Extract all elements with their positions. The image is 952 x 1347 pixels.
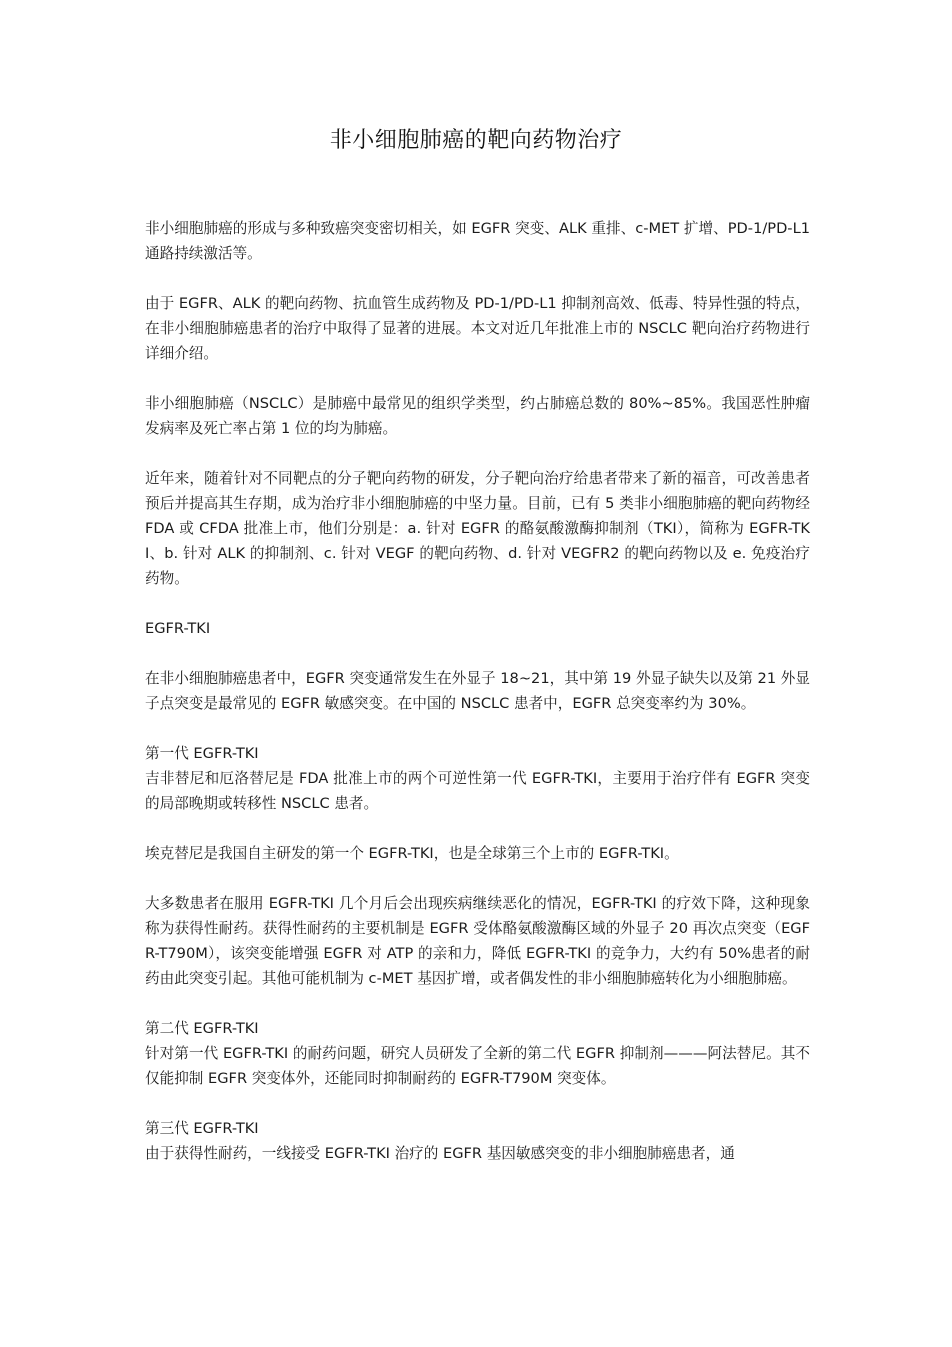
paragraph-recent-advances: 近年来，随着针对不同靶点的分子靶向药物的研发，分子靶向治疗给患者带来了新的福音，可改善患者预后并提高其生存期，成为治疗非小细胞肺癌的中坚力量。目前，已有 5 类非小细胞肺癌的靶向药物经 FDA 或 CFDA 批准上市，他们分别是：a. 针对 EGFR 的酪氨酸激酶抑制剂（TKI），简称为 EGFR-TKI、b. 针对 ALK 的抑制剂、c. 针对 VEGF 的靶向药物、d. 针对 VEGFR2 的靶向药物以及 e. 免疫治疗药物。	[145, 470, 810, 587]
paragraph-targeted-drugs-overview: 由于 EGFR、ALK 的靶向药物、抗血管生成药物及 PD-1/PD-L1 抑制剂高效、低毒、特异性强的特点，在非小细胞肺癌患者的治疗中取得了显著的进展。本文对近几年批准上市的 NSCLC 靶向治疗药物进行详细介绍。	[145, 295, 810, 362]
paragraph-nsclc-definition: 非小细胞肺癌（NSCLC）是肺癌中最常见的组织学类型，约占肺癌总数的 80%~85%。我国恶性肿瘤发病率及死亡率占第 1 位的均为肺癌。	[145, 395, 810, 437]
document-title: 非小细胞肺癌的靶向药物治疗	[329, 128, 623, 153]
section-heading-egfr-tki: EGFR-TKI	[145, 620, 211, 637]
document-body	[145, 216, 810, 1166]
paragraph-third-generation-intro: 由于获得性耐药，一线接受 EGFR-TKI 治疗的 EGFR 基因敏感突变的非小细胞肺癌患者，通	[145, 1145, 735, 1162]
paragraph-afatinib: 针对第一代 EGFR-TKI 的耐药问题，研究人员研发了全新的第二代 EGFR 抑制剂———阿法替尼。其不仅能抑制 EGFR 突变体外，还能同时抑制耐药的 EGFR-T790M 突变体。	[145, 1045, 810, 1087]
heading-second-generation: 第二代 EGFR-TKI	[145, 1020, 259, 1037]
paragraph-acquired-resistance: 大多数患者在服用 EGFR-TKI 几个月后会出现疾病继续恶化的情况，EGFR-TKI 的疗效下降，这种现象称为获得性耐药。获得性耐药的主要机制是 EGFR 受体酪氨酸激酶区域的外显子 20 再次点突变（EGFR-T790M），该突变能增强 EGFR 对 ATP 的亲和力，降低 EGFR-TKI 的竞争力，大约有 50%患者的耐药由此突变引起。其他可能机制为 c-MET 基因扩增，或者偶发性的非小细胞肺癌转化为小细胞肺癌。	[145, 895, 810, 987]
paragraph-intro: 非小细胞肺癌的形成与多种致癌突变密切相关，如 EGFR 突变、ALK 重排、c-MET 扩增、PD-1/PD-L1 通路持续激活等。	[145, 220, 810, 262]
heading-third-generation: 第三代 EGFR-TKI	[145, 1120, 259, 1137]
heading-first-generation: 第一代 EGFR-TKI	[145, 745, 259, 762]
paragraph-gefitinib-erlotinib: 吉非替尼和厄洛替尼是 FDA 批准上市的两个可逆性第一代 EGFR-TKI，主要用于治疗伴有 EGFR 突变的局部晚期或转移性 NSCLC 患者。	[145, 770, 810, 812]
paragraph-egfr-mutation: 在非小细胞肺癌患者中，EGFR 突变通常发生在外显子 18~21，其中第 19 外显子缺失以及第 21 外显子点突变是最常见的 EGFR 敏感突变。在中国的 NSCLC 患者中，EGFR 总突变率约为 30%。	[145, 670, 810, 712]
paragraph-icotinib: 埃克替尼是我国自主研发的第一个 EGFR-TKI，也是全球第三个上市的 EGFR-TKI。	[145, 845, 679, 862]
